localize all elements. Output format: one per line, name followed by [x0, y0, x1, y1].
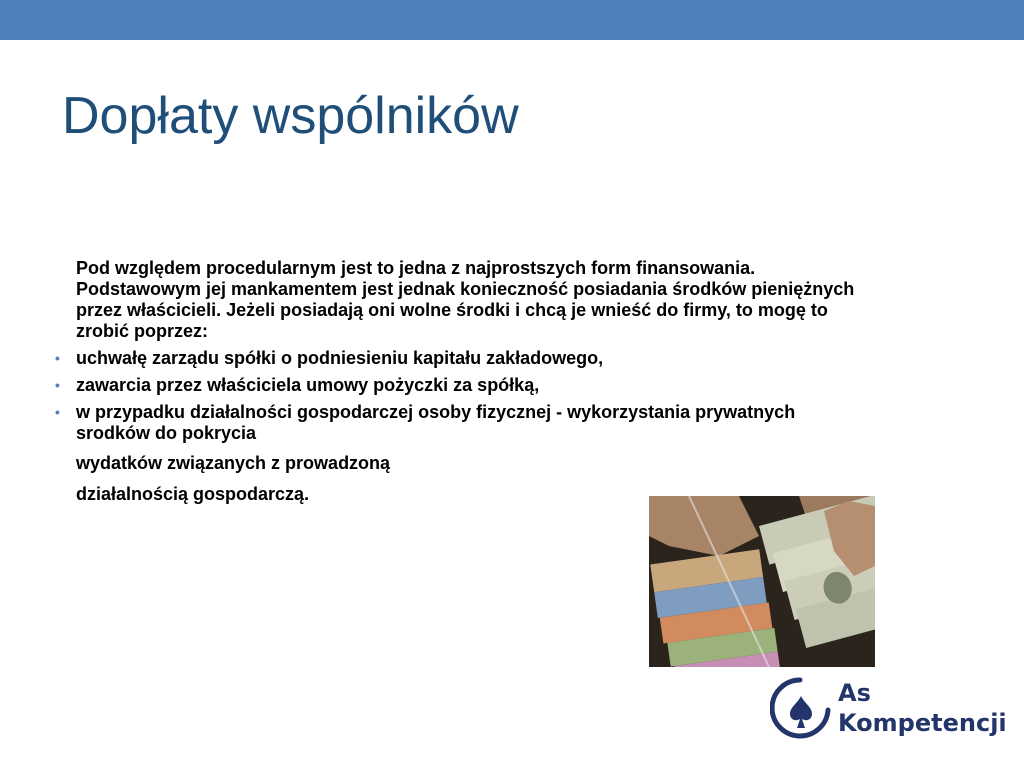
money-photo [649, 496, 875, 667]
spade-logo-icon [770, 676, 832, 742]
bullet-text: zawarcia przez właściciela umowy pożyczki za spółką, [76, 375, 540, 395]
bullet-list [52, 348, 872, 444]
bullet-dot-icon: • [55, 350, 60, 366]
logo-line-1: As [838, 679, 871, 707]
intro-paragraph: Pod względem procedularnym jest to jedna z najprostszych form finansowania. Podstawowym jej mankamentem jest jednak konieczność posiadania środków pieniężnych przez właścicieli. Jeżeli posiadają oni wolne środki i chcą je wnieść do firmy, to mogę to zrobić poprzez: [76, 258, 855, 341]
slide-body [52, 258, 872, 505]
continuation-line: wydatków związanych z prowadzoną [76, 453, 391, 473]
money-photo-illustration [649, 496, 875, 667]
bullet-text: w przypadku działalności gospodarczej osoby fizycznej - wykorzystania prywatnych srodków do pokrycia [76, 402, 796, 443]
bullet-dot-icon: • [55, 377, 60, 393]
continuation-line: działalnością gospodarczą. [76, 484, 310, 504]
logo-line-2: Kompetencji [838, 709, 1007, 737]
bullet-text: uchwałę zarządu spółki o podniesieniu kapitału zakładowego, [76, 348, 604, 368]
logo-text [838, 678, 1007, 738]
as-kompetencji-logo [770, 676, 1007, 746]
bullet-dot-icon: • [55, 404, 60, 420]
slide-title: Dopłaty wspólników [62, 87, 519, 145]
bullet-item [52, 348, 872, 369]
top-accent-bar [0, 0, 1024, 40]
bullet-item [52, 402, 872, 444]
bullet-item [52, 375, 872, 396]
